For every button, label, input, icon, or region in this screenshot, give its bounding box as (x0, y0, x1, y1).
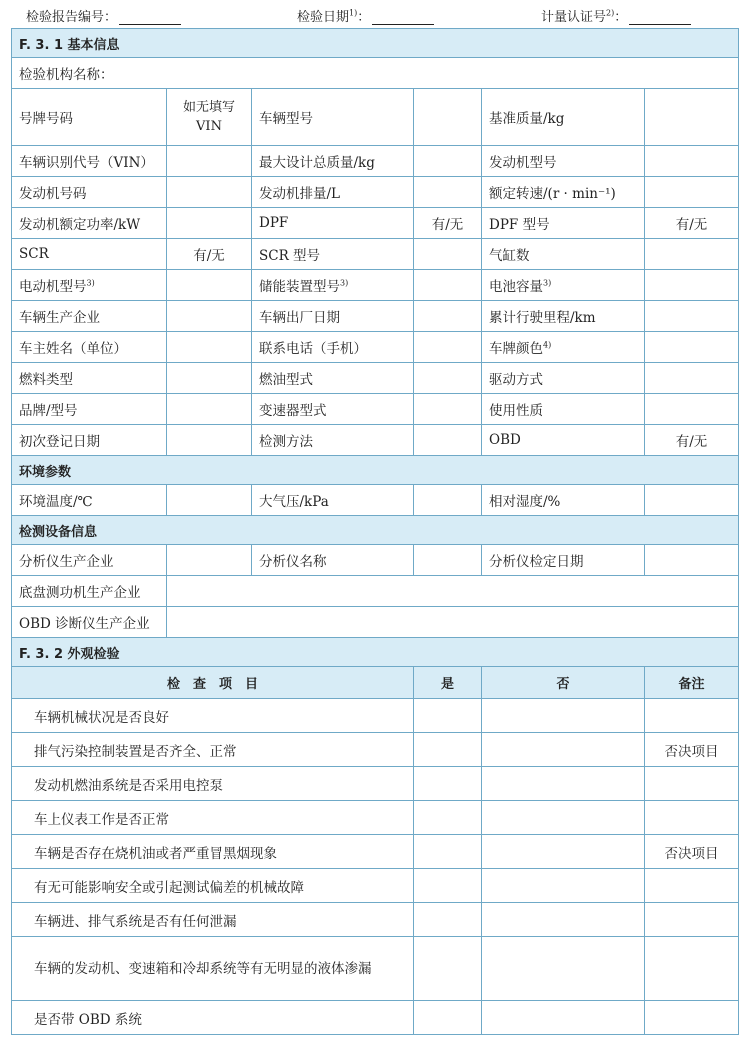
label-dyno-maker: 底盘测功机生产企业 (12, 576, 167, 607)
inspection-note (645, 801, 739, 835)
label-storage-model: 储能装置型号$^{3)}$ (252, 270, 414, 301)
value-drive-type[interactable] (645, 363, 739, 394)
label-engine-displacement: 发动机排量/L (252, 177, 414, 208)
value-max-design-mass[interactable] (414, 146, 482, 177)
label-motor-model: 电动机型号$^{3)}$ (12, 270, 167, 301)
inspection-item-text: 有无可能影响安全或引起测试偏差的机械故障 (12, 869, 414, 903)
value-fuel-type[interactable] (167, 363, 252, 394)
label-ambient-temp: 环境温度/℃ (12, 485, 167, 516)
check-yes-cell[interactable] (414, 903, 482, 937)
check-no-cell[interactable] (482, 903, 645, 937)
inspection-note (645, 767, 739, 801)
inspection-date-field: 检验日期$^{1)}$： (297, 6, 434, 25)
inspection-item-text: 车辆进、排气系统是否有任何泄漏 (12, 903, 414, 937)
value-obd-tool-maker[interactable] (167, 607, 739, 638)
value-phone[interactable] (414, 332, 482, 363)
value-first-registration[interactable] (167, 425, 252, 456)
inspection-item-text: 排气污染控制装置是否齐全、正常 (12, 733, 414, 767)
col-header-no: 否 (482, 667, 645, 699)
value-pressure[interactable] (414, 485, 482, 516)
section-equipment (12, 516, 739, 545)
label-scr-model: SCR 型号 (252, 239, 414, 270)
value-cylinder-count[interactable] (645, 239, 739, 270)
value-motor-model[interactable] (167, 270, 252, 301)
value-dpf-model-yes-no[interactable]: 有/无 (645, 208, 739, 239)
label-reference-mass: 基准质量/kg (482, 89, 645, 146)
value-battery-capacity[interactable] (645, 270, 739, 301)
label-max-design-mass: 最大设计总质量/kg (252, 146, 414, 177)
label-cylinder-count: 气缸数 (482, 239, 645, 270)
label-vehicle-model: 车辆型号 (252, 89, 414, 146)
label-pressure: 大气压/kPa (252, 485, 414, 516)
section-title: 检测设备信息 (12, 516, 739, 545)
col-header-item: 检 查 项 目 (12, 667, 414, 699)
label-phone: 联系电话（手机） (252, 332, 414, 363)
inspection-row (12, 1001, 739, 1035)
label-owner-name: 车主姓名（单位） (12, 332, 167, 363)
org-name-field[interactable]: 检验机构名称： (12, 58, 739, 89)
inspection-note (645, 1001, 739, 1035)
value-engine-model[interactable] (645, 146, 739, 177)
inspection-note (645, 903, 739, 937)
label-usage: 使用性质 (482, 394, 645, 425)
inspection-item-text: 发动机燃油系统是否采用电控泵 (12, 767, 414, 801)
label-mileage: 累计行驶里程/km (482, 301, 645, 332)
value-ambient-temp[interactable] (167, 485, 252, 516)
label-obd-tool-maker: OBD 诊断仪生产企业 (12, 607, 167, 638)
label-dpf-model: DPF 型号 (482, 208, 645, 239)
inspection-row (12, 903, 739, 937)
inspection-row (12, 733, 739, 767)
inspection-note (645, 869, 739, 903)
value-plate-color[interactable] (645, 332, 739, 363)
label-first-registration: 初次登记日期 (12, 425, 167, 456)
inspection-item-text: 是否带 OBD 系统 (12, 1001, 414, 1035)
inspection-item-text: 车辆的发动机、变速箱和冷却系统等有无明显的液体渗漏 (12, 937, 414, 1001)
value-scr-yes-no[interactable]: 有/无 (167, 239, 252, 270)
report-number-blank[interactable] (119, 12, 181, 25)
value-humidity[interactable] (645, 485, 739, 516)
inspection-item-text: 车上仪表工作是否正常 (12, 801, 414, 835)
inspection-row (12, 869, 739, 903)
value-analyzer-calibration[interactable] (645, 545, 739, 576)
value-rated-power[interactable] (167, 208, 252, 239)
inspection-row (12, 835, 739, 869)
value-fuel-system[interactable] (414, 363, 482, 394)
inspection-note (645, 699, 739, 733)
inspection-form-table (11, 28, 739, 1035)
label-engine-model: 发动机型号 (482, 146, 645, 177)
value-reference-mass[interactable] (645, 89, 739, 146)
value-rated-speed[interactable] (645, 177, 739, 208)
section-environment (12, 456, 739, 485)
section-title: F. 3. 1 基本信息 (12, 29, 739, 58)
label-analyzer-calibration: 分析仪检定日期 (482, 545, 645, 576)
check-yes-cell[interactable] (414, 801, 482, 835)
label-vin: 车辆识别代号（VIN） (12, 146, 167, 177)
inspection-item-text: 车辆机械状况是否良好 (12, 699, 414, 733)
value-obd-yes-no[interactable]: 有/无 (645, 425, 739, 456)
check-yes-cell[interactable] (414, 869, 482, 903)
label-battery-capacity: 电池容量$^{3)}$ (482, 270, 645, 301)
inspection-item-text: 车辆是否存在烧机油或者严重冒黑烟现象 (12, 835, 414, 869)
label-plate-number: 号牌号码 (12, 89, 167, 146)
label-analyzer-name: 分析仪名称 (252, 545, 414, 576)
inspection-row (12, 801, 739, 835)
section-basic-info (12, 29, 739, 58)
inspection-row (12, 767, 739, 801)
section-title: 环境参数 (12, 456, 739, 485)
value-dyno-maker[interactable] (167, 576, 739, 607)
check-yes-cell[interactable] (414, 1001, 482, 1035)
report-header (0, 0, 746, 26)
inspection-note: 否决项目 (645, 733, 739, 767)
label-fuel-type: 燃料类型 (12, 363, 167, 394)
label-rated-speed: 额定转速/(r · min⁻¹) (482, 177, 645, 208)
value-vehicle-model[interactable] (414, 89, 482, 146)
value-usage[interactable] (645, 394, 739, 425)
check-no-cell[interactable] (482, 801, 645, 835)
check-yes-cell[interactable] (414, 699, 482, 733)
cert-number-field: 计量认证号$^{2)}$： (541, 6, 691, 25)
check-no-cell[interactable] (482, 767, 645, 801)
label-production-date: 车辆出厂日期 (252, 301, 414, 332)
inspection-row (12, 699, 739, 733)
label-analyzer-maker: 分析仪生产企业 (12, 545, 167, 576)
value-dpf-yes-no[interactable]: 有/无 (414, 208, 482, 239)
label-rated-power: 发动机额定功率/kW (12, 208, 167, 239)
inspection-note (645, 937, 739, 1001)
label-brand-model: 品牌/型号 (12, 394, 167, 425)
value-manufacturer[interactable] (167, 301, 252, 332)
check-no-cell[interactable] (482, 1001, 645, 1035)
value-transmission[interactable] (414, 394, 482, 425)
value-analyzer-name[interactable] (414, 545, 482, 576)
value-engine-displacement[interactable] (414, 177, 482, 208)
value-owner-name[interactable] (167, 332, 252, 363)
value-vin[interactable] (167, 146, 252, 177)
value-mileage[interactable] (645, 301, 739, 332)
check-no-cell[interactable] (482, 699, 645, 733)
section-visual-inspection (12, 638, 739, 667)
value-engine-number[interactable] (167, 177, 252, 208)
label-manufacturer: 车辆生产企业 (12, 301, 167, 332)
label-humidity: 相对湿度/% (482, 485, 645, 516)
label-drive-type: 驱动方式 (482, 363, 645, 394)
check-no-cell[interactable] (482, 869, 645, 903)
cert-number-blank[interactable] (629, 12, 691, 25)
value-storage-model[interactable] (414, 270, 482, 301)
value-scr-model[interactable] (414, 239, 482, 270)
label-plate-color: 车牌颜色$^{4)}$ (482, 332, 645, 363)
check-no-cell[interactable] (482, 835, 645, 869)
label-scr: SCR (12, 239, 167, 270)
label-dpf: DPF (252, 208, 414, 239)
visual-column-headers (12, 667, 739, 699)
check-yes-cell[interactable] (414, 733, 482, 767)
inspection-row (12, 937, 739, 1001)
label-test-method: 检测方法 (252, 425, 414, 456)
label-no-plate-vin: 如无填写 VIN (167, 89, 252, 146)
check-yes-cell[interactable] (414, 835, 482, 869)
label-transmission: 变速器型式 (252, 394, 414, 425)
inspection-note: 否决项目 (645, 835, 739, 869)
value-production-date[interactable] (414, 301, 482, 332)
check-no-cell[interactable] (482, 733, 645, 767)
value-test-method[interactable] (414, 425, 482, 456)
inspection-date-blank[interactable] (372, 12, 434, 25)
label-fuel-system: 燃油型式 (252, 363, 414, 394)
section-title: F. 3. 2 外观检验 (12, 638, 739, 667)
check-yes-cell[interactable] (414, 767, 482, 801)
label-engine-number: 发动机号码 (12, 177, 167, 208)
check-no-cell[interactable] (482, 937, 645, 1001)
value-brand-model[interactable] (167, 394, 252, 425)
check-yes-cell[interactable] (414, 937, 482, 1001)
col-header-note: 备注 (645, 667, 739, 699)
value-analyzer-maker[interactable] (167, 545, 252, 576)
label-obd: OBD (482, 425, 645, 456)
report-number-field: 检验报告编号： (26, 6, 181, 25)
col-header-yes: 是 (414, 667, 482, 699)
